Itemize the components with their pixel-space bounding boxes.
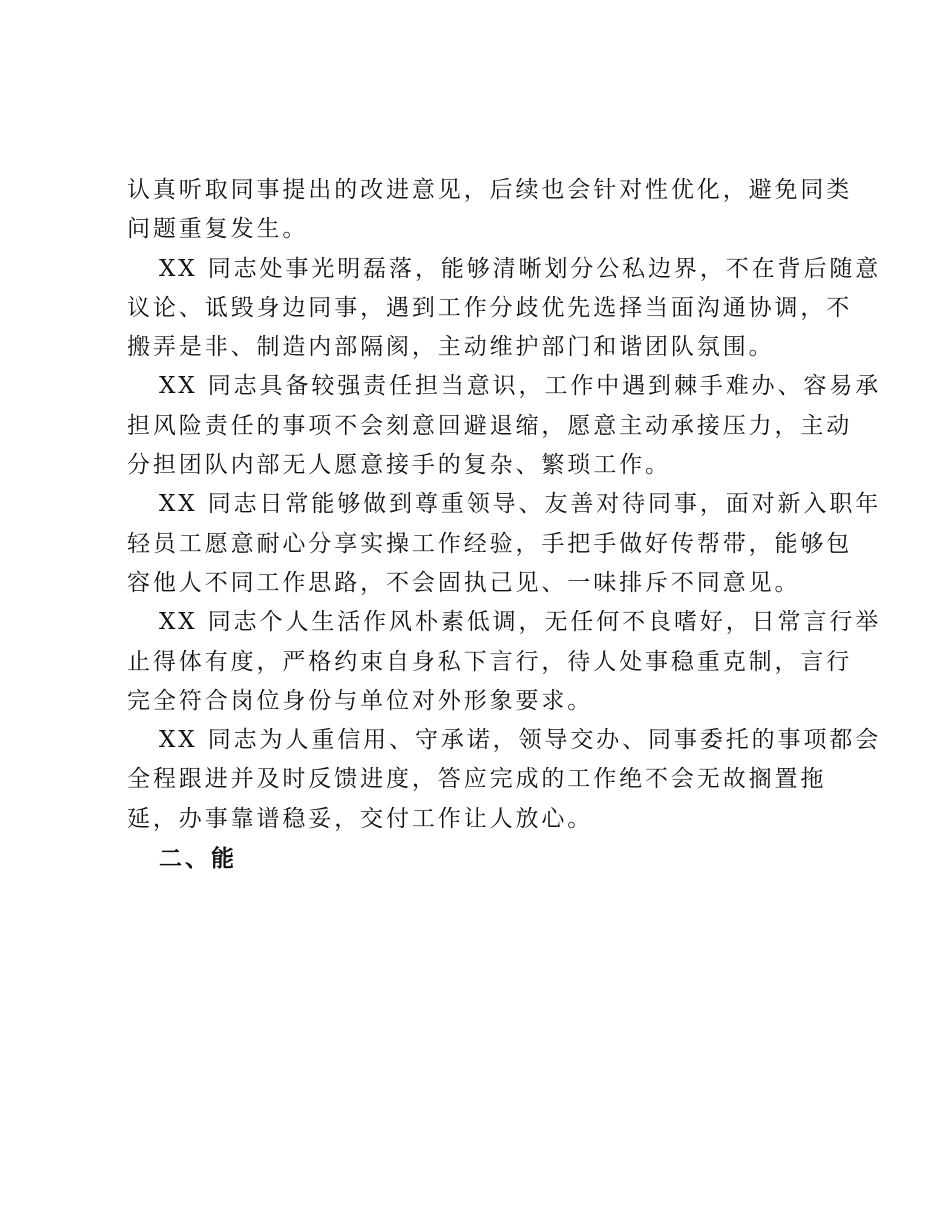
- paragraph-line: XX 同志为人重信用、守承诺，领导交办、同事委托的事项都会: [159, 727, 882, 754]
- paragraph-line: XX 同志个人生活作风朴素低调，无任何不良嗜好，日常言行举: [159, 609, 882, 636]
- paragraph-line: XX 同志具备较强责任担当意识，工作中遇到棘手难办、容易承: [159, 373, 882, 400]
- paragraph-line: 止得体有度，严格约束自身私下言行，待人处事稳重克制，言行: [127, 648, 853, 675]
- paragraph-line: 全程跟进并及时反馈进度，答应完成的工作绝不会无故搁置拖: [127, 766, 827, 793]
- paragraph-line: 担风险责任的事项不会刻意回避退缩，愿意主动承接压力，主动: [127, 412, 853, 439]
- paragraph-line: 分担团队内部无人愿意接手的复杂、繁琐工作。: [127, 452, 671, 479]
- paragraph-line: XX 同志日常能够做到尊重领导、友善对待同事，面对新入职年: [159, 491, 882, 518]
- paragraph-line: XX 同志处事光明磊落，能够清晰划分公私边界，不在背后随意: [159, 255, 882, 282]
- paragraph-line: 容他人不同工作思路，不会固执己见、一味排斥不同意见。: [127, 569, 801, 596]
- paragraph-line: 延，办事靠谱稳妥，交付工作让人放心。: [127, 805, 594, 832]
- paragraph-line: 完全符合岗位身份与单位对外形象要求。: [127, 687, 594, 714]
- document-body: [127, 171, 882, 878]
- paragraph-line: 轻员工愿意耐心分享实操工作经验，手把手做好传帮带，能够包: [127, 530, 853, 557]
- paragraph-line: 议论、诋毁身边同事，遇到工作分歧优先选择当面沟通协调，不: [127, 294, 853, 321]
- paragraph-line: 搬弄是非、制造内部隔阂，主动维护部门和谐团队氛围。: [127, 334, 775, 361]
- paragraph-line: 认真听取同事提出的改进意见，后续也会针对性优化，避免同类: [127, 177, 853, 203]
- section-heading: 二、能: [159, 845, 237, 873]
- paragraph-line: 问题重复发生。: [127, 216, 309, 243]
